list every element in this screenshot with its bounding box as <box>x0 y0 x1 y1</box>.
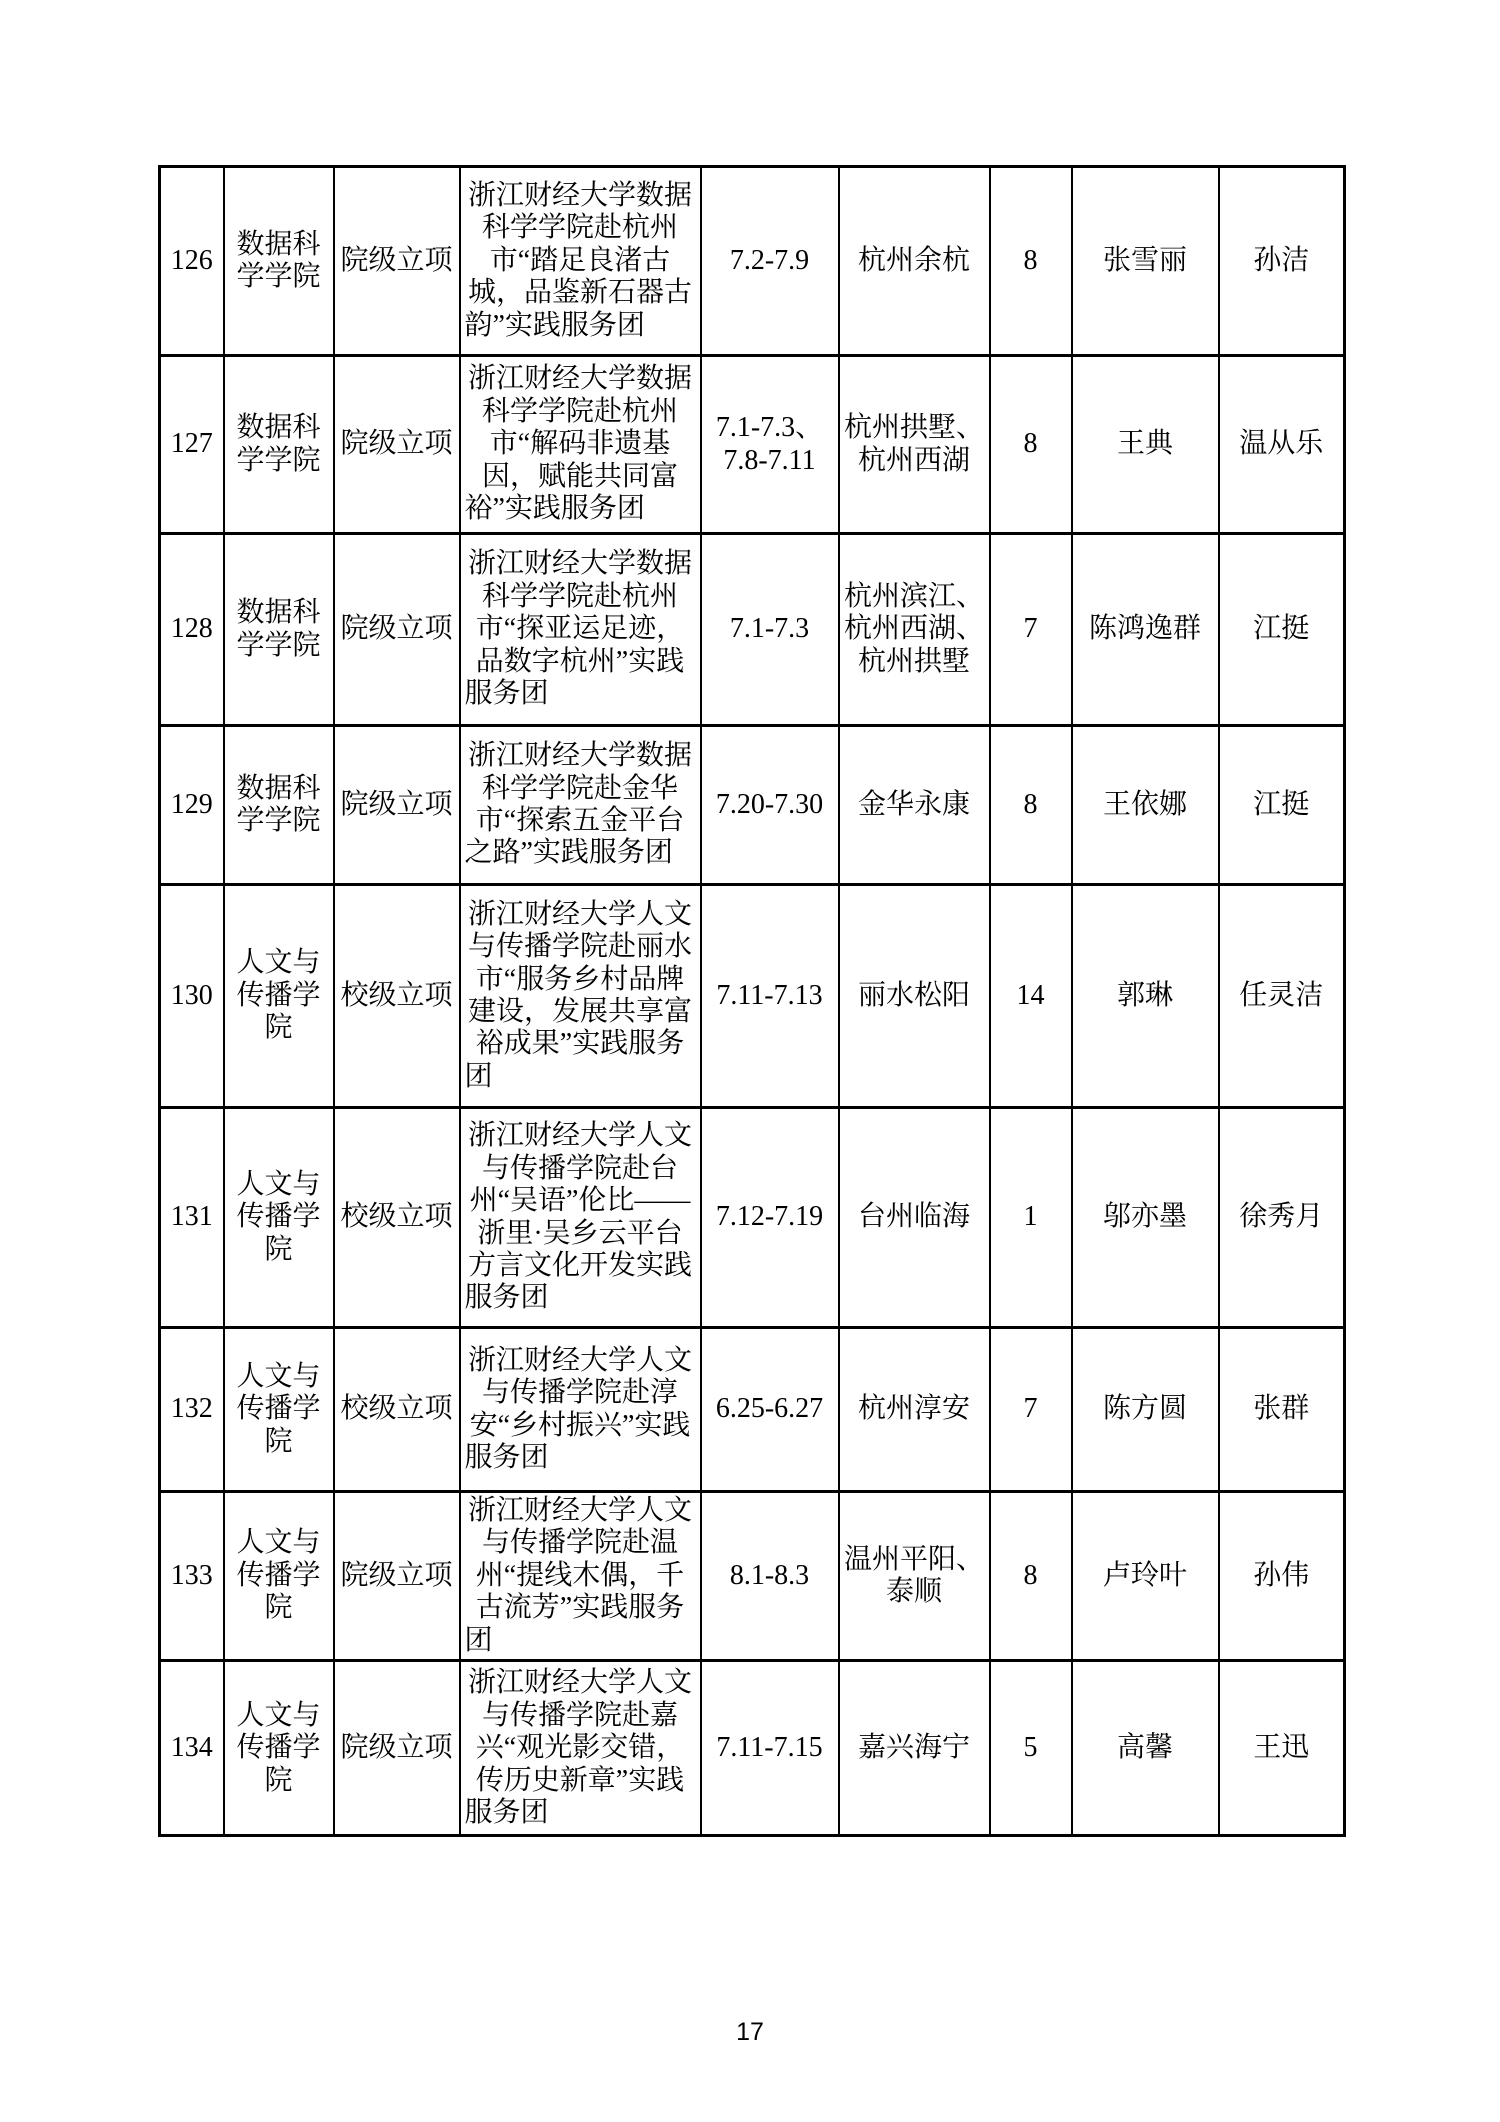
table-body <box>160 167 1345 1836</box>
team-name-cell: 浙江财经大学数据科学学院赴杭州市“解码非遗基因，赋能共同富裕”实践服务团 <box>460 356 701 534</box>
row-number-cell: 128 <box>160 534 224 726</box>
dates-cell: 6.25-6.27 <box>701 1328 839 1492</box>
table-row <box>160 1492 1345 1661</box>
advisor-cell: 徐秀月 <box>1219 1108 1345 1328</box>
table-row <box>160 167 1345 356</box>
row-number-cell: 130 <box>160 885 224 1108</box>
advisor-cell: 温从乐 <box>1219 356 1345 534</box>
row-number-cell: 134 <box>160 1661 224 1836</box>
row-number-cell: 131 <box>160 1108 224 1328</box>
table-row <box>160 1108 1345 1328</box>
location-cell: 金华永康 <box>839 726 990 885</box>
dates-cell: 7.12-7.19 <box>701 1108 839 1328</box>
dates-cell: 7.11-7.13 <box>701 885 839 1108</box>
dates-cell: 7.1-7.3 <box>701 534 839 726</box>
leader-cell: 陈鸿逸群 <box>1072 534 1219 726</box>
leader-cell: 张雪丽 <box>1072 167 1219 356</box>
team-name-cell: 浙江财经大学人文与传播学院赴淳安“乡村振兴”实践服务团 <box>460 1328 701 1492</box>
college-cell: 人文与传播学院 <box>224 1661 334 1836</box>
project-level-cell: 院级立项 <box>334 534 460 726</box>
table-row <box>160 356 1345 534</box>
leader-cell: 王依娜 <box>1072 726 1219 885</box>
location-cell: 杭州淳安 <box>839 1328 990 1492</box>
dates-cell: 7.1-7.3、7.8-7.11 <box>701 356 839 534</box>
advisor-cell: 张群 <box>1219 1328 1345 1492</box>
table-row <box>160 885 1345 1108</box>
member-count-cell: 7 <box>990 534 1072 726</box>
college-cell: 数据科学学院 <box>224 167 334 356</box>
leader-cell: 卢玲叶 <box>1072 1492 1219 1661</box>
leader-cell: 郭琳 <box>1072 885 1219 1108</box>
college-cell: 人文与传播学院 <box>224 885 334 1108</box>
leader-cell: 陈方圆 <box>1072 1328 1219 1492</box>
college-cell: 数据科学学院 <box>224 534 334 726</box>
dates-cell: 7.11-7.15 <box>701 1661 839 1836</box>
member-count-cell: 7 <box>990 1328 1072 1492</box>
row-number-cell: 127 <box>160 356 224 534</box>
dates-cell: 7.2-7.9 <box>701 167 839 356</box>
row-number-cell: 126 <box>160 167 224 356</box>
project-level-cell: 院级立项 <box>334 356 460 534</box>
leader-cell: 邬亦墨 <box>1072 1108 1219 1328</box>
table-row <box>160 1328 1345 1492</box>
member-count-cell: 5 <box>990 1661 1072 1836</box>
project-level-cell: 校级立项 <box>334 1108 460 1328</box>
college-cell: 数据科学学院 <box>224 356 334 534</box>
row-number-cell: 133 <box>160 1492 224 1661</box>
college-cell: 人文与传播学院 <box>224 1492 334 1661</box>
member-count-cell: 8 <box>990 356 1072 534</box>
team-name-cell: 浙江财经大学人文与传播学院赴丽水市“服务乡村品牌建设，发展共享富裕成果”实践服务团 <box>460 885 701 1108</box>
college-cell: 人文与传播学院 <box>224 1328 334 1492</box>
page-number: 17 <box>736 2018 764 2046</box>
college-cell: 数据科学学院 <box>224 726 334 885</box>
location-cell: 丽水松阳 <box>839 885 990 1108</box>
dates-cell: 7.20-7.30 <box>701 726 839 885</box>
member-count-cell: 8 <box>990 1492 1072 1661</box>
location-cell: 台州临海 <box>839 1108 990 1328</box>
college-cell: 人文与传播学院 <box>224 1108 334 1328</box>
leader-cell: 高馨 <box>1072 1661 1219 1836</box>
project-level-cell: 校级立项 <box>334 885 460 1108</box>
advisor-cell: 江挺 <box>1219 726 1345 885</box>
member-count-cell: 8 <box>990 167 1072 356</box>
team-name-cell: 浙江财经大学人文与传播学院赴温州“提线木偶，千古流芳”实践服务团 <box>460 1492 701 1661</box>
project-level-cell: 校级立项 <box>334 1328 460 1492</box>
team-name-cell: 浙江财经大学人文与传播学院赴嘉兴“观光影交错，传历史新章”实践服务团 <box>460 1661 701 1836</box>
location-cell: 嘉兴海宁 <box>839 1661 990 1836</box>
team-name-cell: 浙江财经大学人文与传播学院赴台州“吴语”伦比——浙里·吴乡云平台方言文化开发实践服务团 <box>460 1108 701 1328</box>
row-number-cell: 129 <box>160 726 224 885</box>
team-name-cell: 浙江财经大学数据科学学院赴杭州市“踏足良渚古城，品鉴新石器古韵”实践服务团 <box>460 167 701 356</box>
project-level-cell: 院级立项 <box>334 726 460 885</box>
practice-teams-table <box>158 165 1346 1837</box>
project-level-cell: 院级立项 <box>334 167 460 356</box>
table-row <box>160 726 1345 885</box>
team-name-cell: 浙江财经大学数据科学学院赴杭州市“探亚运足迹，品数字杭州”实践服务团 <box>460 534 701 726</box>
leader-cell: 王典 <box>1072 356 1219 534</box>
member-count-cell: 8 <box>990 726 1072 885</box>
row-number-cell: 132 <box>160 1328 224 1492</box>
member-count-cell: 1 <box>990 1108 1072 1328</box>
project-level-cell: 院级立项 <box>334 1661 460 1836</box>
table-row <box>160 1661 1345 1836</box>
project-level-cell: 院级立项 <box>334 1492 460 1661</box>
advisor-cell: 王迅 <box>1219 1661 1345 1836</box>
location-cell: 杭州滨江、杭州西湖、杭州拱墅 <box>839 534 990 726</box>
advisor-cell: 孙洁 <box>1219 167 1345 356</box>
location-cell: 杭州拱墅、杭州西湖 <box>839 356 990 534</box>
table-row <box>160 534 1345 726</box>
advisor-cell: 江挺 <box>1219 534 1345 726</box>
member-count-cell: 14 <box>990 885 1072 1108</box>
location-cell: 温州平阳、泰顺 <box>839 1492 990 1661</box>
advisor-cell: 任灵洁 <box>1219 885 1345 1108</box>
location-cell: 杭州余杭 <box>839 167 990 356</box>
dates-cell: 8.1-8.3 <box>701 1492 839 1661</box>
advisor-cell: 孙伟 <box>1219 1492 1345 1661</box>
team-name-cell: 浙江财经大学数据科学学院赴金华市“探索五金平台之路”实践服务团 <box>460 726 701 885</box>
